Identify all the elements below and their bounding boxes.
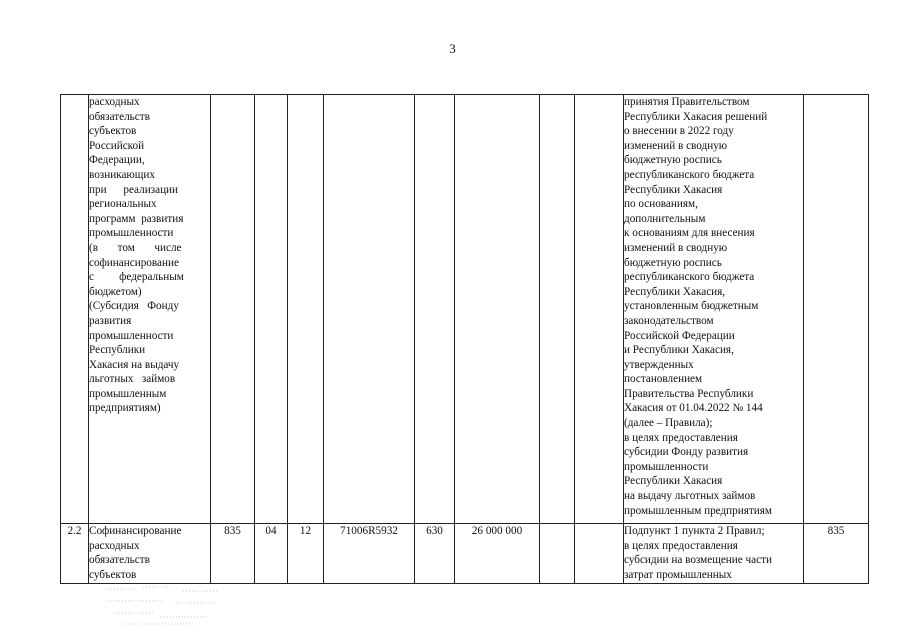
- page-number: 3: [449, 41, 456, 56]
- target-article-cell: [324, 95, 415, 524]
- empty-cell: [575, 524, 624, 584]
- text-line: Правительства Республики: [624, 387, 754, 400]
- basis-text: [624, 95, 803, 518]
- scan-noise: [103, 583, 221, 627]
- text-line: изменений в сводную: [624, 139, 728, 152]
- text-line: бюджетную роспись: [624, 256, 722, 269]
- text-line: Софинансирование: [89, 525, 182, 537]
- empty-cell: [540, 524, 575, 584]
- text-line: законодательством: [624, 314, 714, 327]
- text-line: развития: [89, 314, 132, 327]
- amount-cell: [455, 95, 540, 524]
- text-line: субсидии Фонду развития: [624, 446, 749, 459]
- basis-text: [624, 524, 803, 582]
- budget-table: [60, 94, 869, 584]
- text-line: в целях предоставления: [624, 431, 738, 444]
- text-line: Республики Хакасия: [624, 183, 723, 196]
- empty-cell: [575, 95, 624, 524]
- expense-name-text: [89, 524, 210, 582]
- expense-name-cell: [89, 524, 211, 584]
- table-row: [61, 524, 869, 584]
- text-line: субсидии на возмещение части: [624, 554, 772, 567]
- text-line: Республики: [89, 344, 146, 357]
- text-line: субъектов: [89, 125, 137, 138]
- text-line: Республики Хакасия,: [624, 285, 726, 298]
- text-line: программ развития: [89, 212, 184, 225]
- text-line: промышленным: [89, 387, 167, 400]
- subsection-cell: [288, 95, 324, 524]
- expense-name-cell: [89, 95, 211, 524]
- text-line: расходных: [89, 96, 140, 108]
- text-line: Подпункт 1 пункта 2 Правил;: [624, 525, 765, 537]
- text-line: Федерации,: [89, 154, 145, 167]
- section-cell: 04: [255, 524, 288, 584]
- text-line: на выдачу льготных займов: [624, 490, 756, 503]
- text-line: (далее – Правила);: [624, 417, 713, 430]
- text-line: изменений в сводную: [624, 241, 728, 254]
- text-line: дополнительным: [624, 212, 706, 225]
- text-line: льготных займов: [89, 373, 176, 386]
- text-line: (в том числе: [89, 241, 182, 254]
- text-line: установленным бюджетным: [624, 300, 759, 313]
- text-line: о внесении в 2022 году: [624, 125, 734, 138]
- amount-cell: 26 000 000: [455, 524, 540, 584]
- text-line: республиканского бюджета: [624, 271, 755, 284]
- text-line: Республики Хакасия решений: [624, 110, 768, 123]
- target-article-cell: 71006R5932: [324, 524, 415, 584]
- text-line: бюджетную роспись: [624, 154, 722, 167]
- section-cell: [255, 95, 288, 524]
- text-line: возникающих: [89, 168, 155, 181]
- text-line: промышленности: [89, 329, 174, 342]
- code-cell: 835: [804, 524, 869, 584]
- text-line: Республики Хакасия: [624, 475, 723, 488]
- text-line: промышленности: [89, 227, 174, 240]
- text-line: Хакасия на выдачу: [89, 358, 180, 371]
- table-row: [61, 95, 869, 524]
- grbs-cell: 835: [211, 524, 255, 584]
- basis-cell: [624, 95, 804, 524]
- text-line: к основаниям для внесения: [624, 227, 755, 240]
- text-line: бюджетом): [89, 285, 142, 298]
- text-line: софинансирование: [89, 256, 179, 269]
- text-line: промышленности: [624, 460, 709, 473]
- text-line: республиканского бюджета: [624, 168, 755, 181]
- text-line: расходных: [89, 539, 140, 552]
- text-line: региональных: [89, 198, 157, 211]
- code-cell: [804, 95, 869, 524]
- text-line: затрат промышленных: [624, 568, 732, 581]
- row-number-cell: [61, 95, 89, 524]
- text-line: по основаниям,: [624, 198, 698, 211]
- text-line: принятия Правительством: [624, 96, 750, 108]
- text-line: постановлением: [624, 373, 703, 386]
- text-line: в целях предоставления: [624, 539, 738, 552]
- row-number-cell: 2.2: [61, 524, 89, 584]
- text-line: обязательств: [89, 110, 150, 123]
- grbs-cell: [211, 95, 255, 524]
- text-line: Российской: [89, 139, 145, 152]
- text-line: с федеральным: [89, 271, 184, 284]
- subsection-cell: 12: [288, 524, 324, 584]
- empty-cell: [540, 95, 575, 524]
- expense-type-cell: [415, 95, 455, 524]
- text-line: предприятиям): [89, 402, 161, 415]
- text-line: субъектов: [89, 568, 137, 581]
- text-line: (Субсидия Фонду: [89, 300, 179, 313]
- text-line: при реализации: [89, 183, 179, 196]
- expense-name-text: [89, 95, 210, 416]
- text-line: промышленным предприятиям: [624, 504, 772, 517]
- text-line: обязательств: [89, 554, 150, 567]
- text-line: утвержденных: [624, 358, 694, 371]
- text-line: Российской Федерации: [624, 329, 735, 342]
- text-line: и Республики Хакасия,: [624, 344, 734, 357]
- expense-type-cell: 630: [415, 524, 455, 584]
- basis-cell: [624, 524, 804, 584]
- text-line: Хакасия от 01.04.2022 № 144: [624, 402, 763, 415]
